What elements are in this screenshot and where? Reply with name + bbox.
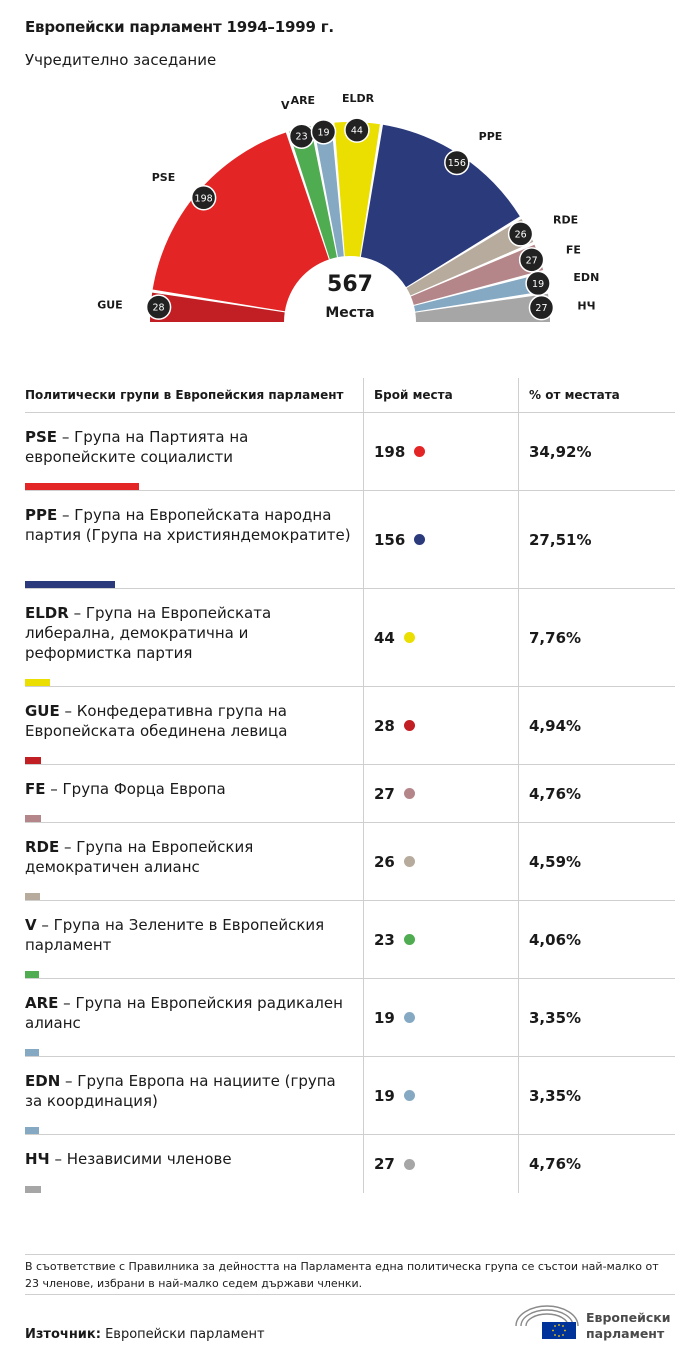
share-bar bbox=[25, 679, 50, 686]
groups-table bbox=[25, 378, 675, 1193]
table-row bbox=[25, 589, 675, 687]
group-abbr: RDE bbox=[25, 838, 60, 856]
share-bar bbox=[25, 1127, 39, 1134]
percent-cell bbox=[518, 979, 675, 1056]
group-name-cell bbox=[25, 589, 363, 686]
seats-value: 23 bbox=[374, 930, 395, 949]
header-percent: % от местата bbox=[518, 378, 675, 412]
table-row bbox=[25, 979, 675, 1057]
table-row bbox=[25, 901, 675, 979]
header-seats: Брой места bbox=[363, 378, 518, 412]
page-subtitle: Учредително заседание bbox=[25, 51, 217, 69]
seats-cell bbox=[363, 687, 518, 764]
percent-cell bbox=[518, 823, 675, 900]
ep-logo-text: Европейски парламент bbox=[586, 1310, 671, 1341]
seat-count--: 27 bbox=[535, 303, 548, 315]
group-abbr: PSE bbox=[25, 428, 58, 446]
group-name: – Група на Европейската либерална, демократична и реформистка партия bbox=[25, 604, 272, 662]
seats-value: 156 bbox=[374, 530, 406, 549]
color-dot bbox=[404, 788, 415, 799]
table-row bbox=[25, 491, 675, 589]
group-abbr: GUE bbox=[25, 702, 60, 720]
share-bar bbox=[25, 757, 41, 764]
footnote: В съответствие с Правилника за дейността на Парламента една политическа група се състои най-малко от 23 членове, избрани в най-малко седем държави членки. bbox=[25, 1260, 659, 1290]
table-row bbox=[25, 1057, 675, 1135]
percent-cell bbox=[518, 687, 675, 764]
total-seats-value: 567 bbox=[327, 272, 373, 297]
segment-label-gue: GUE bbox=[97, 298, 123, 312]
group-name-cell bbox=[25, 413, 363, 490]
percent-cell bbox=[518, 589, 675, 686]
seats-value: 19 bbox=[374, 1008, 395, 1027]
total-seats-label: Места bbox=[325, 305, 375, 321]
seat-count-v: 23 bbox=[295, 131, 308, 143]
group-name: – Независими членове bbox=[49, 1150, 232, 1168]
segment-label-ppe: PPE bbox=[478, 129, 503, 143]
group-name: – Група Форца Европа bbox=[45, 780, 226, 798]
percent-cell bbox=[518, 1135, 675, 1193]
group-name-cell bbox=[25, 1135, 363, 1193]
page-title: Европейски парламент 1994–1999 г. bbox=[25, 18, 334, 36]
percent-value: 4,06% bbox=[529, 930, 582, 949]
color-dot bbox=[404, 720, 415, 731]
seat-count-are: 19 bbox=[317, 127, 330, 139]
group-name: – Конфедеративна група на Европейската обединена левица bbox=[25, 702, 288, 740]
percent-value: 4,59% bbox=[529, 852, 582, 871]
percent-cell bbox=[518, 491, 675, 588]
group-name-cell bbox=[25, 491, 363, 588]
source-label: Източник: bbox=[25, 1327, 101, 1342]
color-dot bbox=[414, 446, 425, 457]
segment-label-v: V bbox=[281, 99, 290, 113]
percent-value: 4,76% bbox=[529, 784, 582, 803]
group-abbr: ARE bbox=[25, 994, 59, 1012]
group-abbr: V bbox=[25, 916, 37, 934]
percent-cell bbox=[518, 901, 675, 978]
seats-cell bbox=[363, 589, 518, 686]
segment-label-edn: EDN bbox=[573, 271, 600, 285]
seats-value: 19 bbox=[374, 1086, 395, 1105]
group-name: – Група на Партията на европейските социалисти bbox=[25, 428, 249, 466]
seats-cell bbox=[363, 765, 518, 822]
group-name: – Група на Европейския радикален алианс bbox=[25, 994, 343, 1032]
table-header bbox=[25, 378, 675, 413]
group-abbr: EDN bbox=[25, 1072, 61, 1090]
color-dot bbox=[404, 1090, 415, 1101]
segment-label-eldr: ELDR bbox=[342, 92, 375, 106]
seats-cell bbox=[363, 413, 518, 490]
percent-value: 34,92% bbox=[529, 442, 592, 461]
seats-value: 44 bbox=[374, 628, 395, 647]
source bbox=[25, 1327, 265, 1342]
table-row bbox=[25, 765, 675, 823]
color-dot bbox=[404, 632, 415, 643]
share-bar bbox=[25, 815, 41, 822]
group-name-cell bbox=[25, 823, 363, 900]
percent-value: 3,35% bbox=[529, 1008, 582, 1027]
group-name-cell bbox=[25, 901, 363, 978]
seats-value: 28 bbox=[374, 716, 395, 735]
group-name: – Група на Зелените в Европейския парламент bbox=[25, 916, 325, 954]
group-abbr: PPE bbox=[25, 506, 58, 524]
seats-value: 26 bbox=[374, 852, 395, 871]
seat-count-eldr: 44 bbox=[350, 125, 363, 137]
seats-cell bbox=[363, 823, 518, 900]
hemicycle-chart bbox=[0, 90, 700, 350]
seats-cell bbox=[363, 979, 518, 1056]
percent-cell bbox=[518, 1057, 675, 1134]
seats-cell bbox=[363, 901, 518, 978]
seat-count-edn: 19 bbox=[532, 278, 545, 290]
divider bbox=[25, 1254, 675, 1255]
percent-cell bbox=[518, 765, 675, 822]
color-dot bbox=[404, 1159, 415, 1170]
group-abbr: НЧ bbox=[25, 1150, 50, 1168]
source-value: Европейски парламент bbox=[100, 1327, 265, 1342]
group-abbr: FE bbox=[25, 780, 46, 798]
share-bar bbox=[25, 581, 115, 588]
table-row bbox=[25, 687, 675, 765]
group-name-cell bbox=[25, 979, 363, 1056]
seat-count-fe: 27 bbox=[525, 255, 538, 267]
segment-label-pse: PSE bbox=[151, 171, 176, 185]
seats-value: 27 bbox=[374, 1155, 395, 1173]
table-body bbox=[25, 413, 675, 1193]
color-dot bbox=[404, 1012, 415, 1023]
percent-value: 3,35% bbox=[529, 1086, 582, 1105]
percent-value: 27,51% bbox=[529, 530, 592, 549]
table-row bbox=[25, 1135, 675, 1193]
group-name-cell bbox=[25, 687, 363, 764]
group-name: – Група на Европейския демократичен алианс bbox=[25, 838, 254, 876]
seat-count-pse: 198 bbox=[194, 193, 213, 205]
segment-label-are: ARE bbox=[290, 94, 316, 108]
percent-value: 4,94% bbox=[529, 716, 582, 735]
seats-value: 27 bbox=[374, 784, 395, 803]
share-bar bbox=[25, 483, 139, 490]
divider bbox=[25, 1294, 675, 1295]
seats-value: 198 bbox=[374, 442, 406, 461]
segment-label-rde: RDE bbox=[553, 213, 579, 227]
percent-value: 4,76% bbox=[529, 1155, 582, 1173]
seats-cell bbox=[363, 491, 518, 588]
group-name: – Група Европа на нациите (група за координация) bbox=[25, 1072, 336, 1110]
percent-value: 7,76% bbox=[529, 628, 582, 647]
header-groups: Политически групи в Европейския парламент bbox=[25, 388, 344, 402]
percent-cell bbox=[518, 413, 675, 490]
table-row bbox=[25, 413, 675, 491]
seat-count-rde: 26 bbox=[514, 229, 527, 241]
seats-cell bbox=[363, 1135, 518, 1193]
seats-cell bbox=[363, 1057, 518, 1134]
share-bar bbox=[25, 893, 40, 900]
group-abbr: ELDR bbox=[25, 604, 69, 622]
seat-count-ppe: 156 bbox=[447, 157, 466, 169]
group-name-cell bbox=[25, 765, 363, 822]
seat-count-gue: 28 bbox=[152, 302, 165, 314]
color-dot bbox=[414, 534, 425, 545]
segment-label--: НЧ bbox=[577, 299, 596, 313]
color-dot bbox=[404, 856, 415, 867]
table-row bbox=[25, 823, 675, 901]
share-bar bbox=[25, 1186, 41, 1193]
group-name-cell bbox=[25, 1057, 363, 1134]
color-dot bbox=[404, 934, 415, 945]
group-name: – Група на Европейската народна партия (Група на християндемократите) bbox=[25, 506, 351, 544]
share-bar bbox=[25, 1049, 39, 1056]
share-bar bbox=[25, 971, 39, 978]
segment-label-fe: FE bbox=[565, 243, 581, 257]
ep-logo-icon bbox=[512, 1302, 582, 1340]
